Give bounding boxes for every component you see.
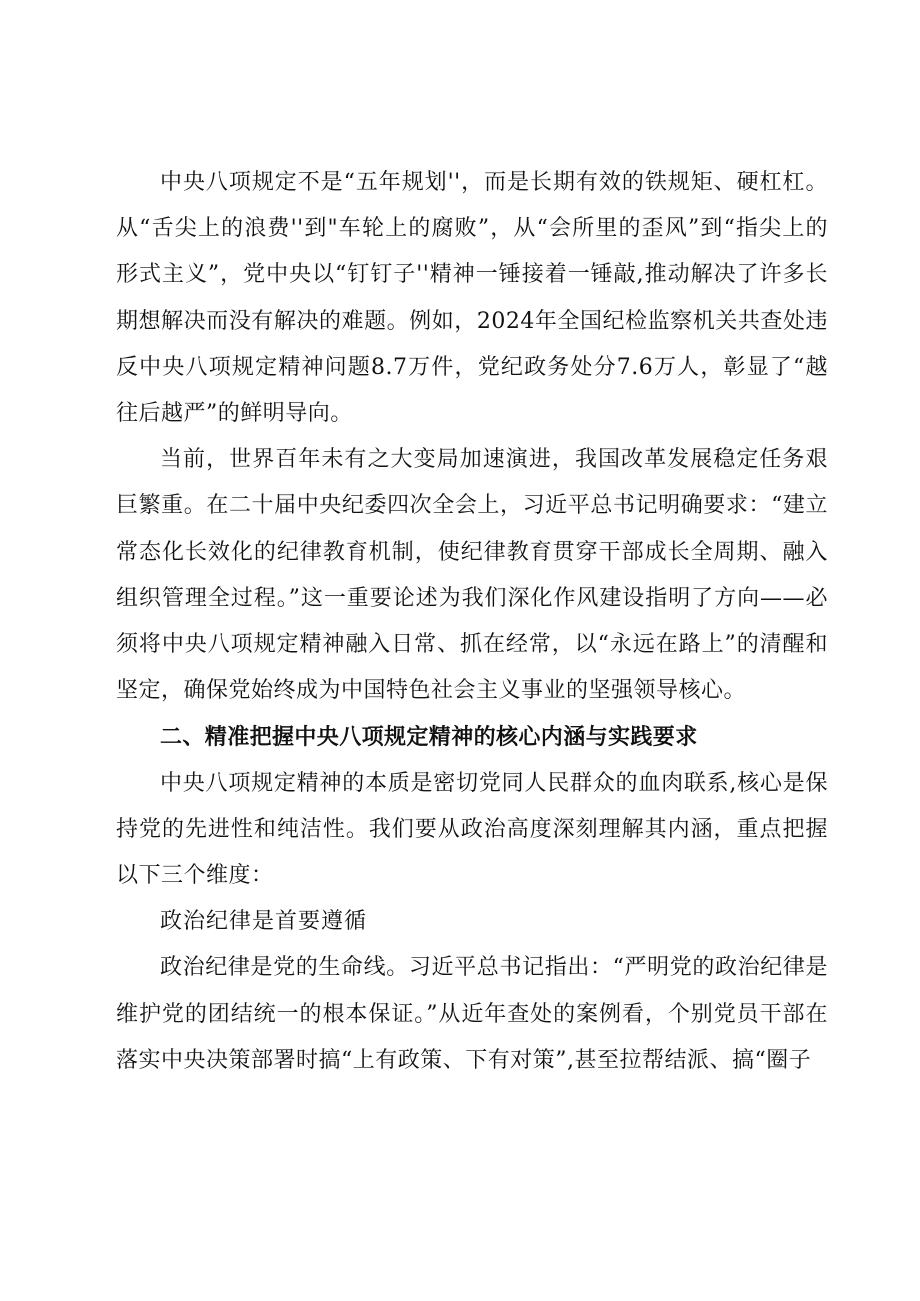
subheading-political-discipline: 政治纪律是首要遵循 — [160, 909, 368, 935]
section-heading-core-connotation: 二、精准把握中央八项规定精神的核心内涵与实践要求 — [160, 724, 698, 751]
paragraph-eight-rules-long-term: 中央八项规定不是“五年规划''，而是长期有效的铁规矩、硬杠杠。从“舌尖上的浪费''到"车轮上的腐败”，从“会所里的歪风”到“指尖上的形式主义”，党中央以“钉钉子''精神一锤接着一锤敲,推动解决了许多长期想解决而没有解决的难题。例如，2024年全国纪检监察机关共查处违反中央八项规定精神问题8.7万件，党纪政务处分7.6万人，彰显了“越往后越严”的鲜明导向。 — [116, 170, 828, 427]
document-body — [116, 160, 828, 1084]
paragraph-current-situation: 当前，世界百年未有之大变局加速演进，我国改革发展稳定任务艰巨繁重。在二十届中央纪委四次全会上，习近平总书记明确要求：“建立常态化长效化的纪律教育机制，使纪律教育贯穿干部成长全周期、融入组织管理全过程。”这一重要论述为我们深化作风建设指明了方向——必须将中央八项规定精神融入日常、抓在经常，以“永远在路上”的清醒和坚定，确保党始终成为中国特色社会主义事业的坚强领导核心。 — [116, 447, 828, 704]
paragraph-political-discipline: 政治纪律是党的生命线。习近平总书记指出：“严明党的政治纪律是维护党的团结统一的根本保证。”从近年查处的案例看，个别党员干部在落实中央决策部署时搞“上有政策、下有对策”,甚至拉帮结派、搞“圈子 — [116, 955, 828, 1073]
paragraph-essence: 中央八项规定精神的本质是密切党同人民群众的血肉联系,核心是保持党的先进性和纯洁性。我们要从政治高度深刻理解其内涵，重点把握以下三个维度： — [116, 770, 828, 889]
